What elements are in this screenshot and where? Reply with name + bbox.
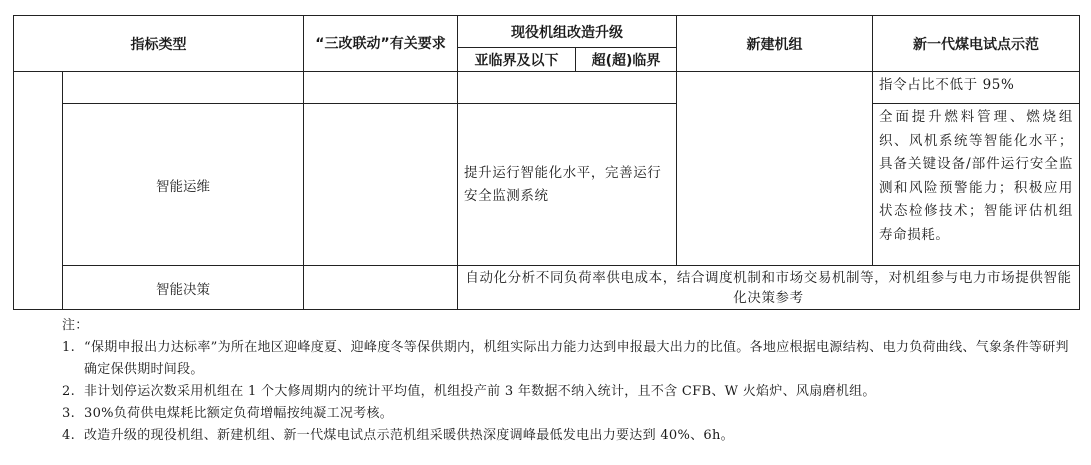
note-number: 4. — [62, 428, 76, 443]
note-number: 1. — [62, 340, 76, 355]
top-reform-cell — [304, 72, 458, 104]
header-upgrade-group: 现役机组改造升级 — [458, 16, 677, 48]
header-subcritical: 亚临界及以下 — [458, 48, 576, 72]
header-new-gen-demo: 新一代煤电试点示范 — [873, 16, 1080, 72]
smart-decision-reform-cell — [304, 266, 458, 310]
note-number: 3. — [62, 406, 76, 421]
new-units-cell — [677, 72, 873, 266]
header-three-reform — [304, 16, 458, 72]
smart-om-upgrade-text: 提升运行智能化水平，完善运行安全监测系统 — [464, 164, 662, 204]
top-indicator-cell — [63, 72, 304, 104]
top-demo-text: 指令占比不低于 95% — [879, 77, 1015, 93]
note-text: 30%负荷供电煤耗比额定负荷增幅按纯凝工况考核。 — [84, 406, 394, 421]
note-text: “保期申报出力达标率”为所在地区迎峰度夏、迎峰度冬等保供期内，机组实际出力能力达到申报最大出力的比值。各地应根据电源结构、电力负荷曲线、气象条件等研判确定保供期时间段。 — [84, 340, 1069, 377]
smart-om-reform-cell — [304, 104, 458, 266]
note-number: 2. — [62, 384, 76, 399]
smart-decision-merged-cell — [458, 266, 1080, 310]
note-item — [62, 425, 1072, 447]
smart-om-label: 智能运维 — [156, 178, 210, 195]
smart-om-label-cell — [63, 104, 304, 266]
smart-om-demo-cell — [873, 104, 1080, 266]
header-new-units: 新建机组 — [677, 16, 873, 72]
smart-decision-label: 智能决策 — [156, 281, 210, 298]
note-item — [62, 381, 1072, 403]
smart-om-demo-text: 全面提升燃料管理、燃烧组织、风机系统等智能化水平；具备关键设备/部件运行安全监测和风险预警能力；积极应用状态检修技术；智能评估机组寿命损耗。 — [879, 109, 1073, 243]
smart-om-upgrade-cell — [458, 104, 677, 266]
header-three-reform-text: “三改联动”有关要求 — [315, 35, 446, 52]
note-item — [62, 403, 1072, 425]
top-demo-cell — [873, 72, 1080, 104]
notes-title: 注： — [62, 318, 89, 333]
smart-decision-label-cell — [63, 266, 304, 310]
note-item — [62, 337, 1072, 381]
notes-section — [62, 315, 1072, 447]
group-side-cell — [14, 72, 63, 310]
smart-decision-text: 自动化分析不同负荷率供电成本，结合调度机制和市场交易机制等，对机组参与电力市场提供智能化决策参考 — [465, 269, 1072, 306]
top-upgrade-cell — [458, 72, 677, 104]
indicator-table — [13, 15, 1080, 310]
header-supercritical: 超(超)临界 — [576, 48, 677, 72]
note-text: 非计划停运次数采用机组在 1 个大修周期内的统计平均值，机组投产前 3 年数据不纳入统计，且不含 CFB、W 火焰炉、风扇磨机组。 — [84, 384, 876, 399]
note-text: 改造升级的现役机组、新建机组、新一代煤电试点示范机组采暖供热深度调峰最低发电出力要达到 40%、6h。 — [84, 428, 734, 443]
header-indicator-type: 指标类型 — [14, 16, 304, 72]
